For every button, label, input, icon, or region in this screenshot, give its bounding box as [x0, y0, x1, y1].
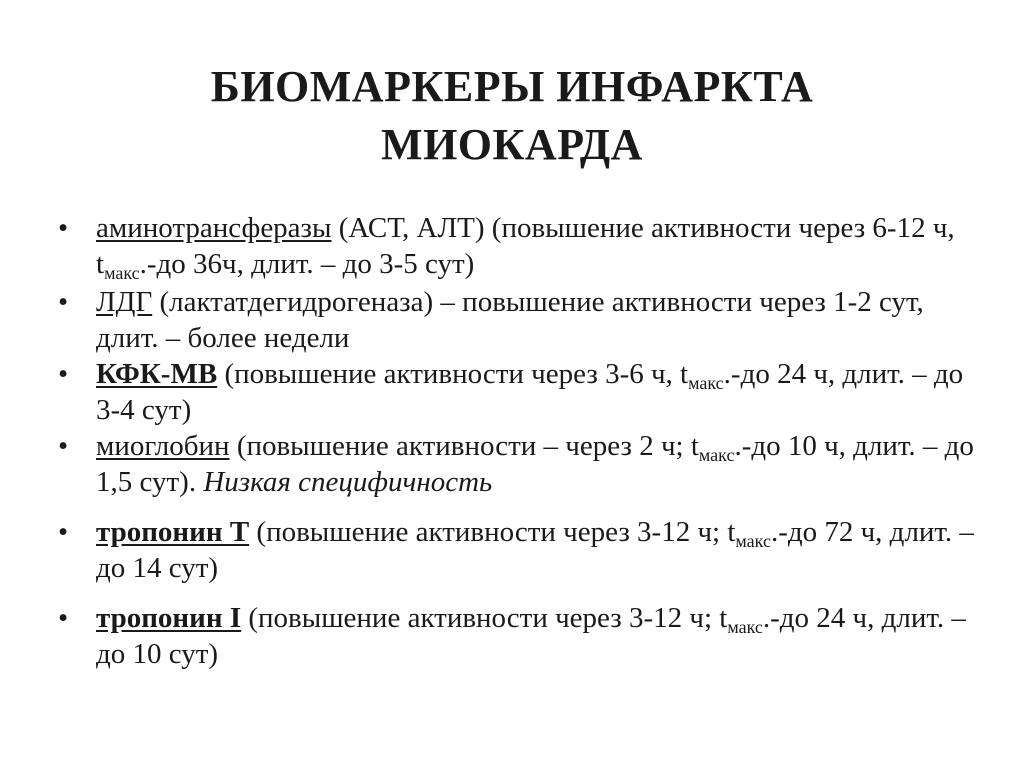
bullet-text: .-до 24 ч, длит. – до 10 сут) — [96, 602, 966, 670]
bullet-text: (повышение активности через 3-6 ч, t — [217, 358, 689, 390]
slide-title — [0, 58, 1024, 174]
bullet-term: аминотрансферазы — [96, 212, 332, 244]
bullet-term: КФК-МВ — [96, 358, 218, 390]
bullet-marker: • — [58, 358, 69, 390]
bullet-text: .-до 10 ч, длит. – до 1,5 сут). — [96, 430, 974, 498]
title-line-1: БИОМАРКЕРЫ ИНФАРКТА — [210, 62, 814, 111]
bullet-ldh — [58, 284, 978, 356]
subscript: макс — [735, 531, 771, 551]
subscript: макс — [698, 445, 735, 465]
bullet-ck-mb — [58, 356, 978, 428]
subscript: макс — [727, 617, 763, 637]
bullet-troponin-i — [58, 600, 978, 672]
bullet-text: .-до 24 ч, длит. – до 3-4 сут) — [96, 358, 964, 426]
bullet-term: тропонин Т — [96, 516, 250, 548]
bullet-text: (повышение активности – через 2 ч; t — [229, 430, 699, 462]
subscript: макс — [104, 263, 140, 283]
bullet-troponin-t — [58, 514, 978, 586]
bullet-text: .-до 36ч, длит. – до 3-5 сут) — [139, 248, 475, 280]
bullet-marker: • — [58, 212, 69, 244]
bullet-term: миоглобин — [96, 430, 230, 462]
bullet-text: (повышение активности через 3-12 ч; t — [241, 602, 728, 634]
bullet-marker: • — [58, 602, 69, 634]
bullet-note: Низкая специфичность — [203, 466, 493, 498]
title-line-2: МИОКАРДА — [381, 120, 643, 169]
bullet-term: тропонин I — [96, 602, 242, 634]
bullet-term: ЛДГ — [96, 286, 153, 318]
bullet-text: (лактатдегидрогеназа) – повышение активности через 1-2 сут, длит. – более недели — [96, 286, 924, 354]
bullet-text: (повышение активности через 3-12 ч; t — [249, 516, 736, 548]
bullet-text: (АСТ, АЛТ) (повышение активности через 6-12 ч, t — [96, 212, 955, 280]
bullet-aminotransferases — [58, 210, 978, 282]
bullet-myoglobin — [58, 428, 978, 500]
subscript: макс — [688, 373, 724, 393]
bullet-list — [58, 210, 978, 672]
bullet-text: .-до 72 ч, длит. – до 14 сут) — [96, 516, 974, 584]
bullet-marker: • — [58, 286, 69, 318]
bullet-marker: • — [58, 430, 69, 462]
bullet-marker: • — [58, 516, 69, 548]
